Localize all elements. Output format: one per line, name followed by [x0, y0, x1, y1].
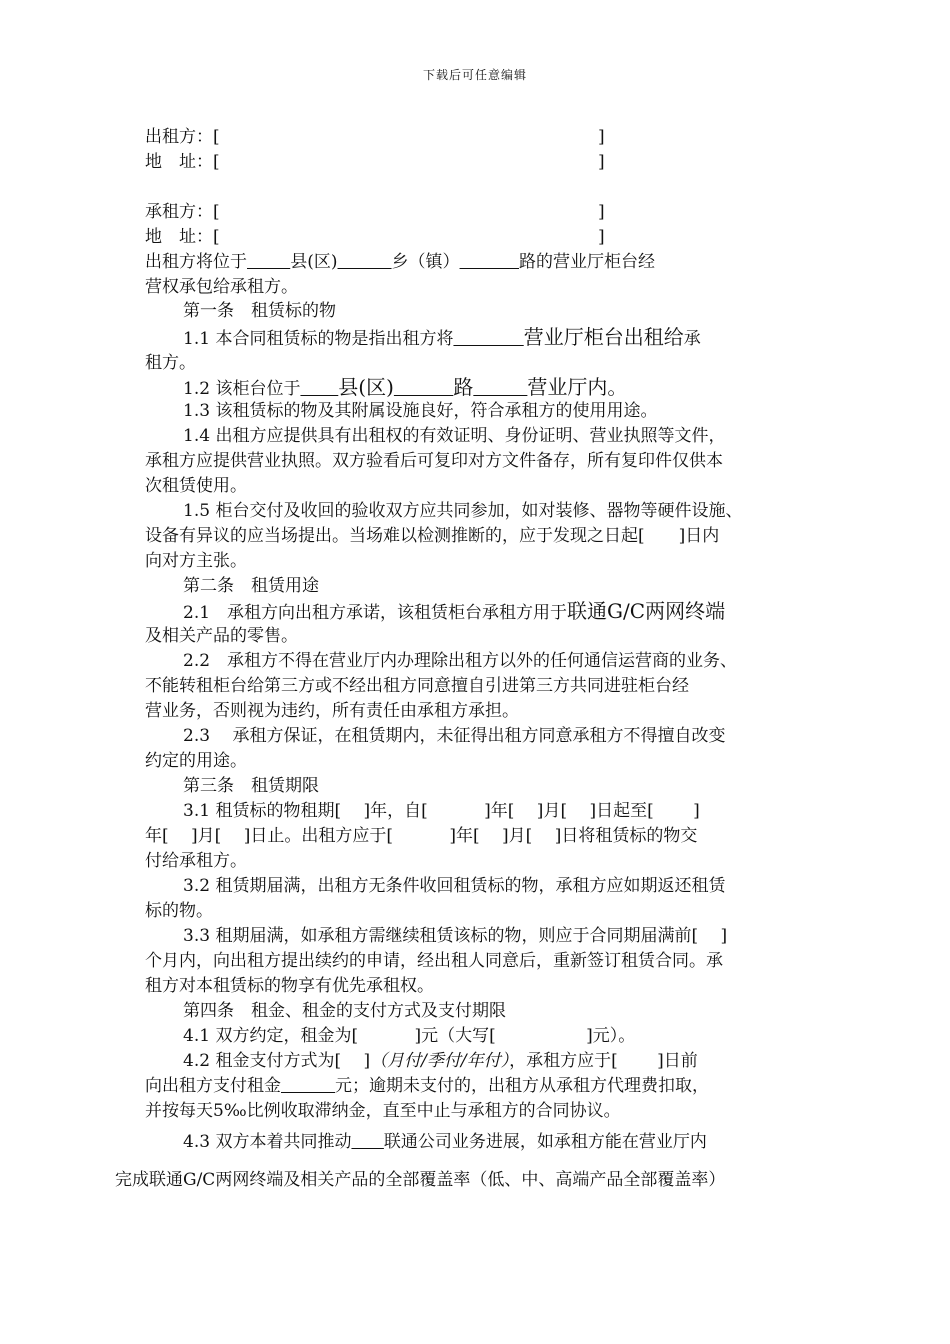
clause-1-1-cont: 租方。	[145, 353, 196, 373]
township-blank	[338, 252, 392, 272]
clause-text: 2.1 承租方向出租方承诺，该租赁柜台承租方用于	[183, 603, 568, 623]
clause-2-3: 2.3 承租方保证，在租赁期内，未征得出租方同意承租方不得擅自改变	[183, 726, 726, 746]
clause-4-2-cont: 并按每天5‰比例收取滞纳金，直至中止与承租方的合同协议。	[145, 1101, 621, 1121]
clause-4-3	[183, 1131, 707, 1153]
clause-text: 营业厅柜台出租给	[523, 325, 684, 349]
clause-2-1-cont: 及相关产品的零售。	[145, 626, 298, 646]
lessee-close: ]	[598, 202, 605, 222]
lessee-line	[145, 201, 220, 223]
clause-text: 承	[683, 329, 701, 349]
road-blank	[460, 252, 519, 272]
intro-line-1	[145, 251, 655, 273]
lessee-label: 承租方：[	[145, 202, 220, 222]
clause-2-2-cont: 不能转租柜台给第三方或不经出租方同意擅自引进第三方共同进驻柜台经	[145, 676, 689, 696]
clause-2-2-cont: 营业务，否则视为违约，所有责任由承租方承担。	[145, 701, 519, 721]
lessor-line	[145, 126, 220, 148]
article-2-title: 第二条 租赁用途	[183, 576, 319, 596]
clause-text: ，承租方应于[ ]日前	[509, 1051, 698, 1071]
county-blank	[300, 379, 338, 399]
intro-text: 路的营业厅柜台经	[519, 252, 655, 272]
rent-blank	[281, 1076, 335, 1096]
clause-2-3-cont: 约定的用途。	[145, 751, 247, 771]
clause-4-2-cont	[145, 1075, 709, 1097]
company-blank	[351, 1132, 383, 1152]
hall-blank	[453, 329, 523, 349]
clause-1-3: 1.3 该租赁标的物及其附属设施良好，符合承租方的使用用途。	[183, 401, 658, 421]
clause-1-4: 1.4 出租方应提供具有出租权的有效证明、身份证明、营业执照等文件，	[183, 426, 726, 446]
clause-3-1-cont: 年[ ]月[ ]日止。出租方应于[ ]年[ ]月[ ]日将租赁标的物交	[145, 826, 698, 846]
payment-options: （月付/季付/年付）	[370, 1051, 510, 1071]
clause-1-5: 1.5 柜台交付及收回的验收双方应共同参加，如对装修、器物等硬件设施、	[183, 501, 743, 521]
clause-3-3-cont: 租方对本租赁标的物享有优先承租权。	[145, 976, 434, 996]
clause-1-5-cont: 设备有异议的应当场提出。当场难以检测推断的，应于发现之日起[ ]日内	[145, 526, 720, 546]
intro-line-2: 营权承包给承租方。	[145, 277, 298, 297]
page-header: 下载后可任意编辑	[422, 68, 527, 82]
clause-2-2: 2.2 承租方不得在营业厅内办理除出租方以外的任何通信运营商的业务、	[183, 651, 738, 671]
intro-text: 出租方将位于	[145, 252, 247, 272]
clause-1-2	[183, 376, 627, 400]
clause-4-3-cont: 完成联通G/C两网终端及相关产品的全部覆盖率（低、中、高端产品全部覆盖率）	[115, 1170, 726, 1190]
clause-text: 4.2 租金支付方式为[ ]	[183, 1051, 371, 1071]
lessor-address-line	[145, 151, 220, 173]
clause-text: 营业厅内。	[527, 375, 628, 399]
clause-4-2	[183, 1050, 698, 1072]
clause-text: 县(区)	[338, 375, 394, 399]
clause-text: 路	[453, 375, 474, 399]
county-blank	[247, 252, 290, 272]
clause-4-1: 4.1 双方约定，租金为[ ]元（大写[ ]元）。	[183, 1026, 636, 1046]
clause-1-4-cont: 次租赁使用。	[145, 476, 247, 496]
clause-3-2-cont: 标的物。	[145, 901, 213, 921]
lessee-address-line	[145, 226, 220, 248]
article-3-title: 第三条 租赁期限	[183, 776, 319, 796]
clause-text: 向出租方支付租金	[145, 1076, 281, 1096]
clause-3-1-cont: 付给承租方。	[145, 851, 247, 871]
article-4-title: 第四条 租金、租金的支付方式及支付期限	[183, 1001, 506, 1021]
intro-text: 县(区)	[290, 252, 338, 272]
lessor-address-label: 地 址：[	[145, 152, 220, 172]
clause-2-1	[183, 600, 725, 624]
clause-text: 1.2 该柜台位于	[183, 379, 301, 399]
lessor-label: 出租方：[	[145, 127, 220, 147]
clause-1-5-cont: 向对方主张。	[145, 551, 247, 571]
clause-text: 联通G/C两网终端	[567, 599, 726, 623]
clause-1-4-cont: 承租方应提供营业执照。双方验看后可复印对方文件备存，所有复印件仅供本	[145, 451, 723, 471]
hall-blank	[473, 379, 527, 399]
road-blank	[394, 379, 453, 399]
article-1-title: 第一条 租赁标的物	[183, 301, 336, 321]
clause-text: 元；逾期未支付的，出租方从承租方代理费扣取，	[335, 1076, 710, 1096]
clause-text: 联通公司业务进展，如承租方能在营业厅内	[383, 1132, 707, 1152]
clause-3-1: 3.1 租赁标的物租期[ ]年，自[ ]年[ ]月[ ]日起至[ ]	[183, 801, 700, 821]
clause-3-2: 3.2 租赁期届满，出租方无条件收回租赁标的物，承租方应如期返还租赁	[183, 876, 726, 896]
lessee-address-close: ]	[598, 227, 605, 247]
clause-1-1	[183, 326, 701, 350]
lessor-close: ]	[598, 127, 605, 147]
lessee-address-label: 地 址：[	[145, 227, 220, 247]
clause-3-3-cont: 个月内，向出租方提出续约的申请，经出租人同意后，重新签订租赁合同。承	[145, 951, 723, 971]
clause-text: 4.3 双方本着共同推动	[183, 1132, 352, 1152]
lessor-address-close: ]	[598, 152, 605, 172]
clause-text: 1.1 本合同租赁标的物是指出租方将	[183, 329, 454, 349]
intro-text: 乡（镇）	[391, 252, 460, 272]
clause-3-3: 3.3 租期届满，如承租方需继续租赁该标的物，则应于合同期届满前[ ]	[183, 926, 728, 946]
